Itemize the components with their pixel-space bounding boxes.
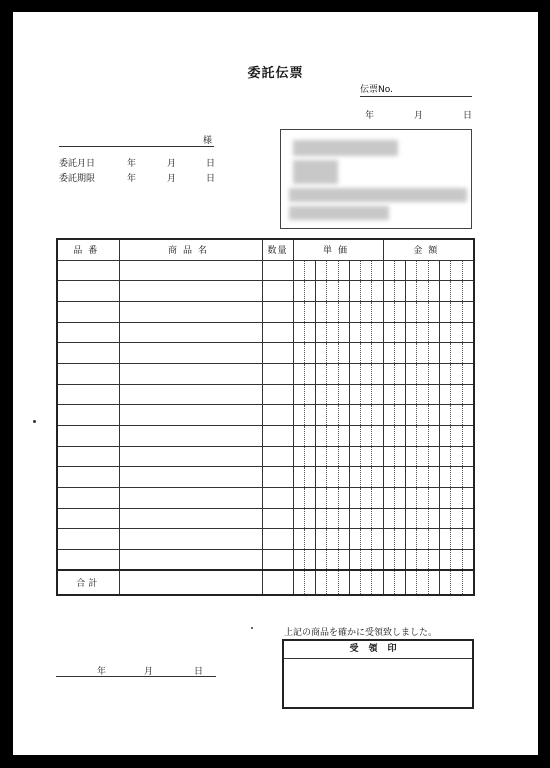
unit-price-cell[interactable]: [293, 301, 383, 322]
obscured-sender-logo: [293, 160, 338, 184]
obscured-sender-phone: [289, 206, 389, 220]
amount-cell[interactable]: [383, 301, 474, 322]
table-row: [57, 446, 474, 467]
item-code-cell[interactable]: [57, 405, 119, 426]
amount-cell[interactable]: [383, 508, 474, 529]
quantity-cell[interactable]: [262, 343, 293, 364]
amount-cell[interactable]: [383, 426, 474, 447]
amount-cell[interactable]: [383, 488, 474, 509]
unit-price-cell[interactable]: [293, 363, 383, 384]
quantity-cell[interactable]: [262, 301, 293, 322]
quantity-cell[interactable]: [262, 446, 293, 467]
table-row: [57, 529, 474, 550]
unit-price-cell[interactable]: [293, 281, 383, 302]
table-row: [57, 488, 474, 509]
table-row: [57, 260, 474, 281]
sender-info-box: [280, 129, 472, 229]
item-code-cell[interactable]: [57, 363, 119, 384]
item-name-cell[interactable]: [119, 384, 262, 405]
amount-cell[interactable]: [383, 260, 474, 281]
table-row: [57, 550, 474, 571]
item-code-cell[interactable]: [57, 529, 119, 550]
table-header-row: [57, 239, 474, 260]
quantity-cell[interactable]: [262, 281, 293, 302]
issue-month-label: 月: [414, 111, 424, 121]
header-item-code: 品番: [57, 239, 119, 260]
table-row: [57, 405, 474, 426]
unit-price-cell[interactable]: [293, 343, 383, 364]
item-name-cell[interactable]: [119, 488, 262, 509]
quantity-cell[interactable]: [262, 550, 293, 571]
amount-cell[interactable]: [383, 550, 474, 571]
item-code-cell[interactable]: [57, 322, 119, 343]
period-day-label: 日: [206, 174, 216, 184]
obscured-sender-name: [293, 140, 398, 156]
receipt-day-label: 日: [194, 667, 204, 677]
quantity-cell[interactable]: [262, 467, 293, 488]
receipt-month-label: 月: [144, 667, 154, 677]
unit-price-cell[interactable]: [293, 405, 383, 426]
slip-number-label: 伝票No.: [360, 85, 393, 95]
receipt-stamp-label: 受領印: [284, 641, 472, 659]
item-code-cell[interactable]: [57, 488, 119, 509]
total-amount-cell[interactable]: [383, 570, 474, 595]
table-body: [57, 260, 474, 570]
quantity-cell[interactable]: [262, 508, 293, 529]
consign-date-label: 委託月日: [59, 159, 96, 169]
total-label: 合計: [57, 570, 119, 595]
item-code-cell[interactable]: [57, 550, 119, 571]
total-name-cell[interactable]: [119, 570, 262, 595]
item-code-cell[interactable]: [57, 301, 119, 322]
amount-cell[interactable]: [383, 467, 474, 488]
period-year-label: 年: [127, 174, 137, 184]
period-month-label: 月: [167, 174, 177, 184]
unit-price-cell[interactable]: [293, 550, 383, 571]
quantity-cell[interactable]: [262, 488, 293, 509]
table-row: [57, 343, 474, 364]
total-unit-price-cell[interactable]: [293, 570, 383, 595]
table-row: [57, 426, 474, 447]
item-code-cell[interactable]: [57, 467, 119, 488]
obscured-sender-address: [289, 188, 467, 202]
table-row: [57, 301, 474, 322]
receipt-year-label: 年: [97, 667, 107, 677]
consignment-slip-page: [13, 12, 538, 755]
item-name-cell[interactable]: [119, 467, 262, 488]
item-code-cell[interactable]: [57, 281, 119, 302]
quantity-cell[interactable]: [262, 529, 293, 550]
slip-number-field[interactable]: [360, 82, 472, 97]
issue-year-label: 年: [365, 111, 375, 121]
item-name-cell[interactable]: [119, 405, 262, 426]
receipt-note: 上記の商品を確かに受領致しました。: [284, 628, 438, 638]
unit-price-cell[interactable]: [293, 384, 383, 405]
consign-year-label: 年: [127, 159, 137, 169]
unit-price-cell[interactable]: [293, 467, 383, 488]
item-name-cell[interactable]: [119, 301, 262, 322]
quantity-cell[interactable]: [262, 260, 293, 281]
item-name-cell[interactable]: [119, 508, 262, 529]
table-row: [57, 322, 474, 343]
item-code-cell[interactable]: [57, 384, 119, 405]
item-code-cell[interactable]: [57, 426, 119, 447]
table-row: [57, 384, 474, 405]
item-name-cell[interactable]: [119, 260, 262, 281]
table-row: [57, 281, 474, 302]
item-code-cell[interactable]: [57, 508, 119, 529]
quantity-cell[interactable]: [262, 426, 293, 447]
unit-price-cell[interactable]: [293, 446, 383, 467]
amount-cell[interactable]: [383, 446, 474, 467]
receipt-stamp-box[interactable]: [282, 639, 474, 709]
item-code-cell[interactable]: [57, 343, 119, 364]
customer-honorific: 様: [203, 136, 213, 146]
document-title: 委託伝票: [247, 66, 304, 81]
item-code-cell[interactable]: [57, 446, 119, 467]
item-name-cell[interactable]: [119, 426, 262, 447]
quantity-cell[interactable]: [262, 384, 293, 405]
header-quantity: 数量: [262, 239, 293, 260]
receipt-date-line[interactable]: [56, 676, 216, 677]
table-row: [57, 467, 474, 488]
consign-month-label: 月: [167, 159, 177, 169]
item-name-cell[interactable]: [119, 446, 262, 467]
issue-day-label: 日: [463, 111, 473, 121]
header-unit-price: 単価: [293, 239, 383, 260]
amount-cell[interactable]: [383, 322, 474, 343]
amount-cell[interactable]: [383, 384, 474, 405]
customer-name-line[interactable]: [59, 146, 214, 147]
item-code-cell[interactable]: [57, 260, 119, 281]
amount-cell[interactable]: [383, 363, 474, 384]
unit-price-cell[interactable]: [293, 260, 383, 281]
header-item-name: 商品名: [119, 239, 262, 260]
table-row: [57, 363, 474, 384]
amount-cell[interactable]: [383, 343, 474, 364]
total-row: [57, 570, 474, 595]
unit-price-cell[interactable]: [293, 508, 383, 529]
items-table: [56, 238, 475, 596]
header-amount: 金額: [383, 239, 474, 260]
item-name-cell[interactable]: [119, 550, 262, 571]
consign-period-label: 委託期限: [59, 174, 96, 184]
scan-speck: [251, 627, 253, 629]
total-quantity-cell[interactable]: [262, 570, 293, 595]
item-name-cell[interactable]: [119, 281, 262, 302]
item-name-cell[interactable]: [119, 529, 262, 550]
amount-cell[interactable]: [383, 405, 474, 426]
unit-price-cell[interactable]: [293, 426, 383, 447]
item-name-cell[interactable]: [119, 343, 262, 364]
amount-cell[interactable]: [383, 529, 474, 550]
table-row: [57, 508, 474, 529]
item-name-cell[interactable]: [119, 322, 262, 343]
quantity-cell[interactable]: [262, 322, 293, 343]
unit-price-cell[interactable]: [293, 488, 383, 509]
quantity-cell[interactable]: [262, 405, 293, 426]
unit-price-cell[interactable]: [293, 529, 383, 550]
quantity-cell[interactable]: [262, 363, 293, 384]
unit-price-cell[interactable]: [293, 322, 383, 343]
scan-speck: [33, 420, 36, 423]
consign-day-label: 日: [206, 159, 216, 169]
item-name-cell[interactable]: [119, 363, 262, 384]
amount-cell[interactable]: [383, 281, 474, 302]
